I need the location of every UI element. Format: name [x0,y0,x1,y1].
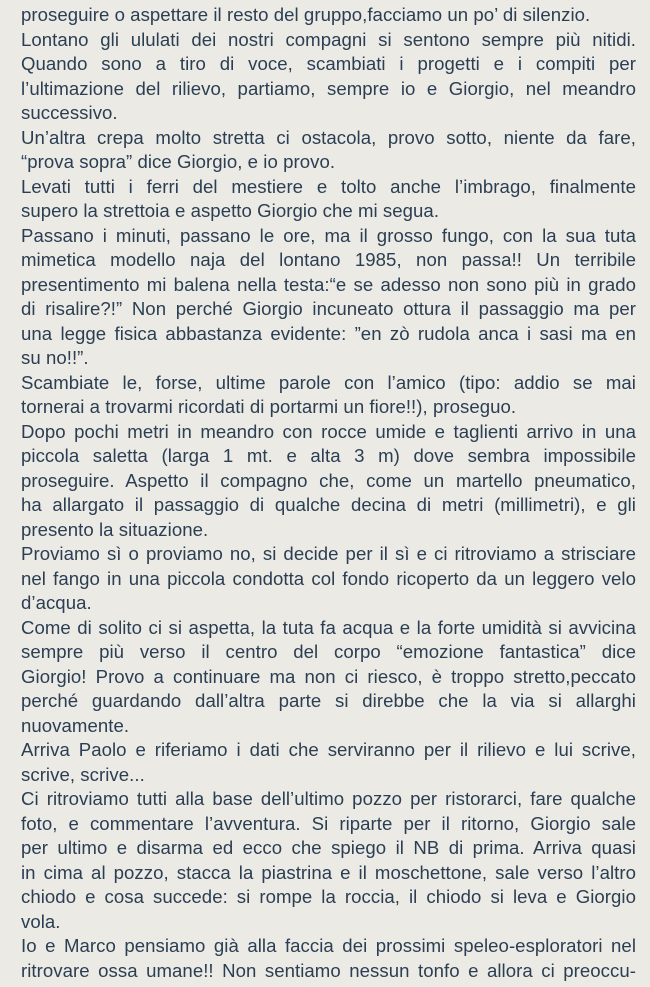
text-line: Arriva Paolo e riferiamo i dati che serviranno per il rilievo e lui scrive, [21,739,636,760]
text-line: piccola saletta (larga 1 mt. e alta 3 m) dove sembra impossibile [21,445,636,466]
text-line: supero la strettoia e aspetto Giorgio che mi segua. [21,200,440,221]
text-line: Io e Marco pensiamo già alla faccia dei prossimi speleo-esploratori nel [21,935,636,956]
text-line: foto, e commentare l’avventura. Si riparte per il ritorno, Giorgio sale [21,812,636,834]
text-line: chiodo e cosa succede: si rompe la roccia, il chiodo si leva e Giorgio [21,886,636,907]
text-line: “prova sopra” dice Giorgio, e io provo. [21,151,336,172]
text-line: nel fango in una piccola condotta col fondo ricoperto da un leggero velo [21,567,636,589]
text-line: scrive, scrive... [21,763,145,785]
text-line: Un’altra crepa molto stretta ci ostacola, provo sotto, niente da fare, [21,126,636,148]
text-line: per ultimo e disarma ed ecco che spiego il NB di prima. Arriva quasi [21,837,636,858]
body-text [21,3,636,983]
text-line: ha allargato il passaggio di qualche decina di metri (millimetri), e gli [21,494,636,515]
text-line: nuovamente. [21,714,130,736]
text-line: Scambiate le, forse, ultime parole con l’amico (tipo: addio se mai [21,371,636,393]
text-line: vola. [21,910,61,932]
text-line: in cima al pozzo, stacca la piastrina e il moschettone, sale verso l’altro [21,861,636,883]
text-line: mimetica modello naja del lontano 1985, non passa!! Un terribile [21,249,636,270]
text-line: ritrovare ossa umane!! Non sentiamo nessun tonfo e allora ci preoccu- [21,959,636,981]
text-line: presento la situazione. [21,518,209,540]
text-line: Come di solito ci si aspetta, la tuta fa acqua e la forte umidità si avvicina [21,616,636,638]
text-line: Ci ritroviamo tutti alla base dell’ultimo pozzo per ristorarci, fare qualche [21,788,636,809]
text-line: Levati tutti i ferri del mestiere e tolto anche l’imbrago, finalmente [21,175,636,197]
text-line: d’acqua. [21,592,92,613]
text-line: sempre più verso il centro del corpo “emozione fantastica” dice [21,641,636,662]
text-line: Dopo pochi metri in meandro con rocce umide e taglienti arrivo in una [21,420,636,442]
text-line: l’ultimazione del rilievo, partiamo, sempre io e Giorgio, nel meandro [21,77,636,99]
text-line: una legge fisica abbastanza evidente: ”en zò rudola anca i sasi ma en [21,322,636,344]
text-line: successivo. [21,102,118,123]
text-line: tornerai a trovarmi ricordati di portarmi un fiore!!), proseguo. [21,396,517,417]
text-line: Quando sono a tiro di voce, scambiati i progetti e i compiti per [21,53,636,74]
text-line: Passano i minuti, passano le ore, ma il grosso fungo, con la sua tuta [21,224,636,246]
text-line: di risalire?!” Non perché Giorgio incuneato ottura il passaggio ma per [21,298,636,319]
text-line: Lontano gli ululati dei nostri compagni si sentono sempre più nitidi. [21,28,636,50]
text-line: proseguire o aspettare il resto del gruppo,facciamo un po’ di silenzio. [21,4,591,25]
text-line: proseguire. Aspetto il compagno che, come un martello pneumatico, [21,469,636,491]
text-line: presentimento mi balena nella testa:“e se adesso non sono più in grado [21,273,636,295]
text-line: Proviamo sì o proviamo no, si decide per il sì e ci ritroviamo a strisciare [21,543,636,564]
text-line: Giorgio! Provo a continuare ma non ci riesco, è troppo stretto,peccato [21,665,636,687]
text-line: su no!!”. [21,347,89,368]
text-line: perché guardando dall’altra parte si direbbe che la via si allarghi [21,690,636,711]
